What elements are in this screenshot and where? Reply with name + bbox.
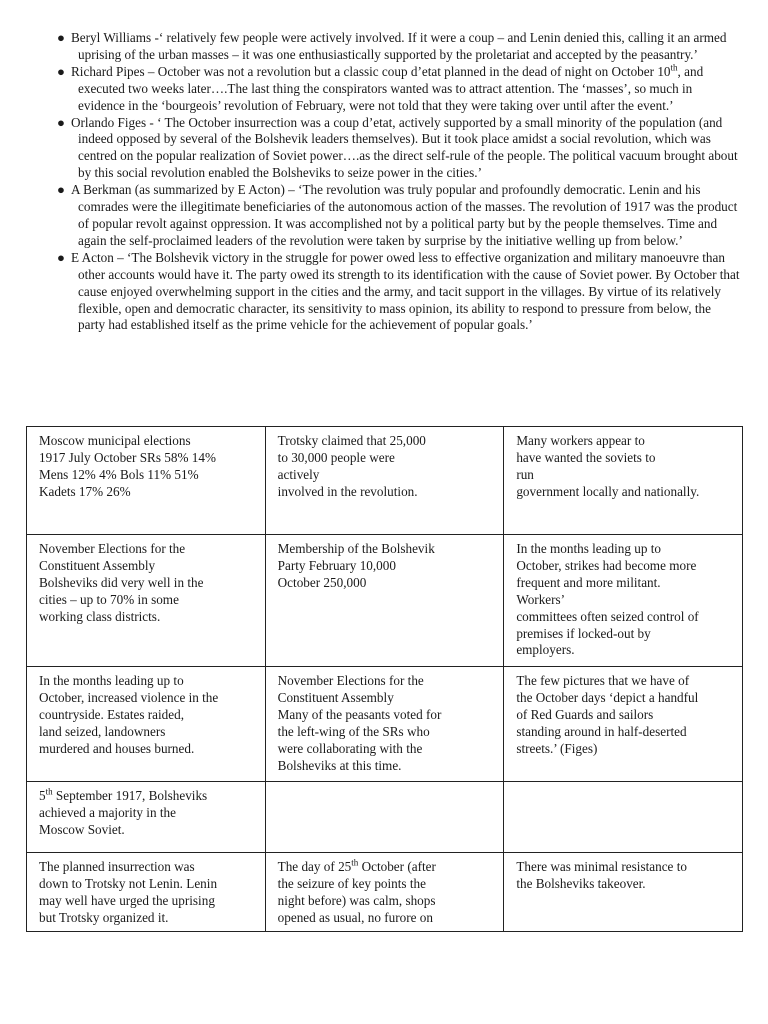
- quote-orlando-figes: [50, 115, 740, 183]
- quote-beryl-williams: [50, 30, 740, 64]
- quote-richard-pipes: [50, 64, 740, 115]
- table-row: [27, 427, 743, 535]
- bullet-icon: ●: [57, 249, 65, 265]
- quote-text: Beryl Williams -‘ relatively few people were actively involved. If it were a coup – and Lenin denied this, calling it an armed uprising of the urban masses – it was one enthusiastically supported by the proletariat and accepted by the peasantry.’: [71, 30, 727, 62]
- quote-text: Richard Pipes – October was not a revolution but a classic coup d’etat planned in the dead of night on October 10: [71, 63, 671, 79]
- bullet-icon: ●: [57, 63, 65, 79]
- bullet-icon: ●: [57, 182, 65, 198]
- table-cell: There was minimal resistance to the Bolsheviks takeover.: [504, 853, 743, 932]
- quote-text: E Acton – ‘The Bolshevik victory in the struggle for power owed less to effective organization and military manoeuvre than other accounts would have it. The party owed its strength to its identification with the cause of Soviet power. By October that cause enjoyed overwhelming support in the cities and the army, and tacit support in the villages. By virtue of its relatively flexible, open and democratic character, its sensitivity to mass opinion, its ability to respond to pressure from below, the party had established itself as the prime vehicle for the achievement of popular goals.’: [71, 249, 740, 333]
- date-number: 5: [39, 788, 46, 803]
- bullet-icon: ●: [57, 30, 65, 45]
- table-cell: Trotsky claimed that 25,000 to 30,000 people were actively involved in the revolution.: [265, 427, 504, 535]
- table-cell: The few pictures that we have of the October days ‘depict a handful of Red Guards and sailors standing around in half-deserted streets.’ (Figes): [504, 667, 743, 782]
- quote-text-cont: , and executed two weeks later….The last thing the conspirators wanted was to attract attention. The ‘masses’, so much in evidence in the ‘bourgeois’ revolution of February, were not told that they were taking over until after the event.’: [78, 63, 704, 113]
- table-cell-empty: [504, 782, 743, 853]
- table-cell: [265, 853, 504, 932]
- bullet-icon: ●: [57, 114, 65, 130]
- table-row: [27, 782, 743, 853]
- quote-text: Orlando Figes - ‘ The October insurrection was a coup d’etat, actively supported by a small minority of the population (and indeed opposed by several of the Bolshevik leaders themselves). But it took place amidst a social revolution, which was centred on the popular realization of Soviet power….as the direct self-rule of the people. The political vacuum brought about by this social revolution enabled the Bolsheviks to seize power in the cities.’: [71, 114, 738, 181]
- cell-text: September 1917, Bolsheviks achieved a majority in the Moscow Soviet.: [39, 788, 208, 837]
- table-row: [27, 535, 743, 667]
- table-cell: [27, 782, 266, 853]
- quote-text: A Berkman (as summarized by E Acton) – ‘The revolution was truly popular and profoundly democratic. Lenin and his comrades were the illegitimate beneficiaries of the autonomous action of the masses. The revolution of 1917 was the product of popular revolt against oppression. It was accomplished not by a political party but by the people themselves. Time and again the self-proclaimed leaders of the revolution were taken by surprise by the initiative welling up from below.’: [71, 182, 738, 248]
- table-cell: In the months leading up to October, increased violence in the countryside. Estates raided, land seized, landowners murdered and houses burned.: [27, 667, 266, 782]
- historian-quotes-list: [50, 30, 740, 334]
- quote-e-acton: [50, 250, 740, 335]
- ordinal-suffix: th: [670, 62, 678, 73]
- table-row: [27, 853, 743, 932]
- table-cell: Membership of the Bolshevik Party February 10,000 October 250,000: [265, 535, 504, 667]
- evidence-table: [26, 426, 743, 932]
- ordinal-suffix: th: [45, 786, 53, 797]
- table-row: [27, 667, 743, 782]
- table-cell: In the months leading up to October, strikes had become more frequent and more militant. Workers’ committees often seized control of premises if locked-out by employers.: [504, 535, 743, 667]
- table-cell: November Elections for the Constituent Assembly Many of the peasants voted for the left-wing of the SRs who were collaborating with the Bolsheviks at this time.: [265, 667, 504, 782]
- table-cell: November Elections for the Constituent Assembly Bolsheviks did very well in the cities – up to 70% in some working class districts.: [27, 535, 266, 667]
- cell-text: The day of 25: [277, 859, 352, 874]
- table-cell: The planned insurrection was down to Trotsky not Lenin. Lenin may well have urged the uprising but Trotsky organized it.: [27, 853, 266, 932]
- table-cell: Many workers appear to have wanted the soviets to run government locally and nationally.: [504, 427, 743, 535]
- ordinal-suffix: th: [351, 857, 359, 868]
- cell-text-cont: October (after the seizure of key points the night before) was calm, shops opened as usual, no furore on: [277, 859, 436, 925]
- table-cell: Moscow municipal elections 1917 July October SRs 58% 14% Mens 12% 4% Bols 11% 51% Kadets 17% 26%: [27, 427, 266, 535]
- quote-a-berkman: [50, 182, 740, 250]
- table-cell-empty: [265, 782, 504, 853]
